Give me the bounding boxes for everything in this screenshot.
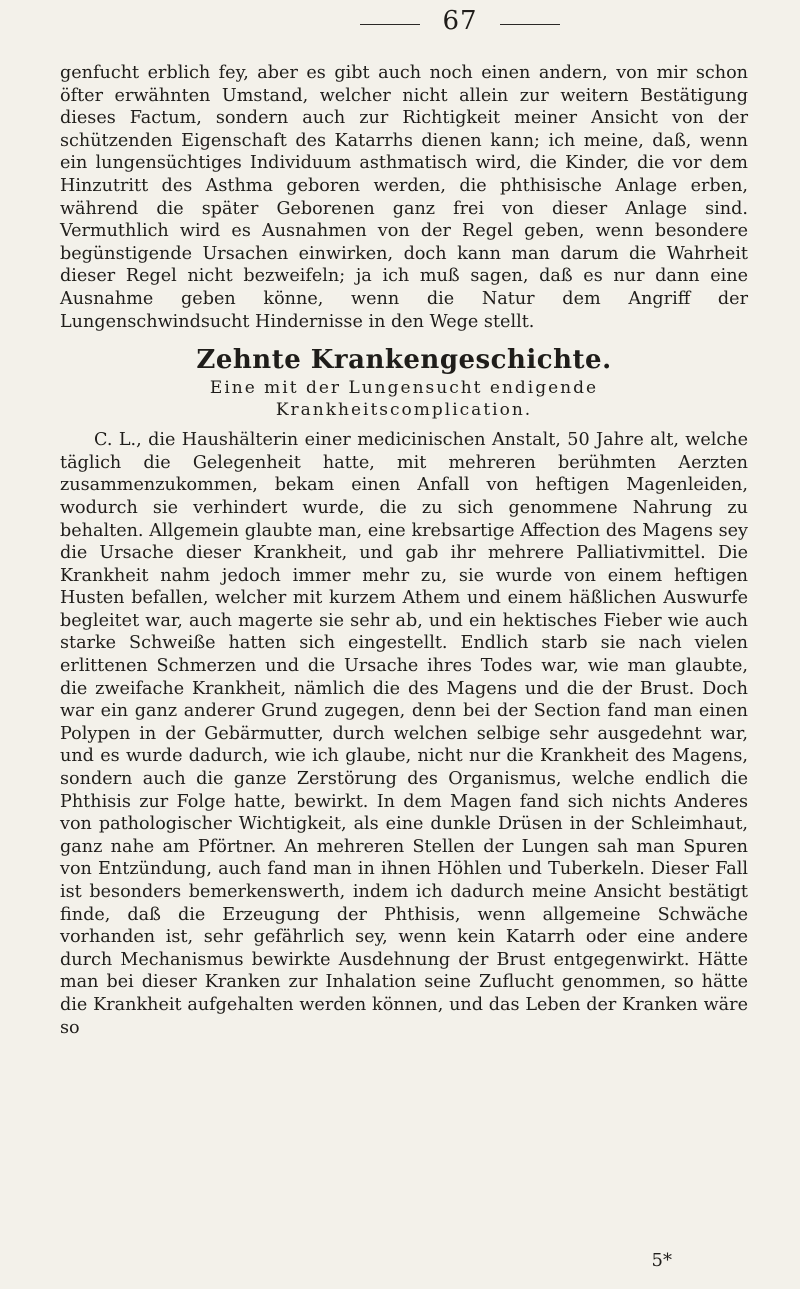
sheet-signature: 5* <box>651 1250 672 1271</box>
paragraph-continuation: genfucht erblich fey, aber es gibt auch noch einen andern, von mir schon öfter erwähnten Umstand, welcher nicht allein zur weitern Bestätigung dieses Factum, sondern auch zur Richtigkeit meiner Ansicht von der schützenden Eigenschaft des Katarrhs dienen kann; ich meine, daß, wenn ein lungensüchtiges Individuum asthmatisch wird, die Kinder, die vor dem Hinzutritt des Asthma geboren werden, die phthisische Anlage erben, während die später Geborenen ganz frei von dieser Anlage sind. Vermuthlich wird es Ausnahmen von der Regel geben, wenn besondere begünstigende Ursachen einwirken, doch kann man darum die Wahrheit dieser Regel nicht bezweifeln; ja ich muß sagen, daß es nur dann eine Ausnahme geben könne, wenn die Natur dem Angriff der Lungenschwindsucht Hindernisse in den Wege stellt. <box>60 63 748 332</box>
header-rule-right <box>500 24 560 25</box>
header-rule-left <box>360 24 420 25</box>
section-subheading: Eine mit der Lungensucht endigende Krankheitscomplication. <box>209 378 599 421</box>
section-heading: Zehnte Krankengeschichte. <box>196 345 612 376</box>
case-paragraph: C. L., die Haushälterin einer medicinischen Anstalt, 50 Jahre alt, welche täglich die Gelegenheit hatte, mit mehreren berühmten Aerzten zusammenzukommen, bekam einen Anfall von heftigen Magenleiden, wodurch sie verhindert wurde, die zu sich genommene Nahrung zu behalten. Allgemein glaubte man, eine krebsartige Affection des Magens sey die Ursache dieser Krankheit, und gab ihr mehrere Palliativmittel. Die Krankheit nahm jedoch immer mehr zu, sie wurde von einem heftigen Husten befallen, welcher mit kurzem Athem und einem häßlichen Auswurfe begleitet war, auch magerte sie sehr ab, und ein hektisches Fieber wie auch starke Schweiße hatten sich eingestellt. Endlich starb sie nach vielen erlittenen Schmerzen und die Ursache ihres Todes war, wie man glaubte, die zweifache Krankheit, nämlich die des Magens und die der Brust. Doch war ein ganz anderer Grund zugegen, denn bei der Section fand man einen Polypen in der Gebärmutter, durch welchen selbige sehr ausgedehnt war, und es wurde dadurch, wie ich glaube, nicht nur die Krankheit des Magens, sondern auch die ganze Zerstörung des Organismus, welche endlich die Phthisis zur Folge hatte, bewirkt. In dem Magen fand sich nichts Anderes von pathologischer Wichtigkeit, als eine dunkle Drüsen in der Schleimhaut, ganz nahe am Pförtner. An mehreren Stellen der Lungen sah man Spuren von Entzündung, auch fand man in ihnen Höhlen und Tuberkeln. Dieser Fall ist besonders bemerkenswerth, indem ich dadurch meine Ansicht bestätigt finde, daß die Erzeugung der Phthisis, wenn allgemeine Schwäche vorhanden ist, sehr gefährlich sey, wenn kein Katarrh oder eine andere durch Mechanismus bewirkte Ausdehnung der Brust entgegenwirkt. Hätte man bei dieser Kranken zur Inhalation seine Zuflucht genommen, so hätte die Krankheit aufgehalten werden können, und das Leben der Kranken wäre so <box>60 430 748 1038</box>
page-header <box>60 0 748 62</box>
page-number: 67 <box>442 6 478 36</box>
